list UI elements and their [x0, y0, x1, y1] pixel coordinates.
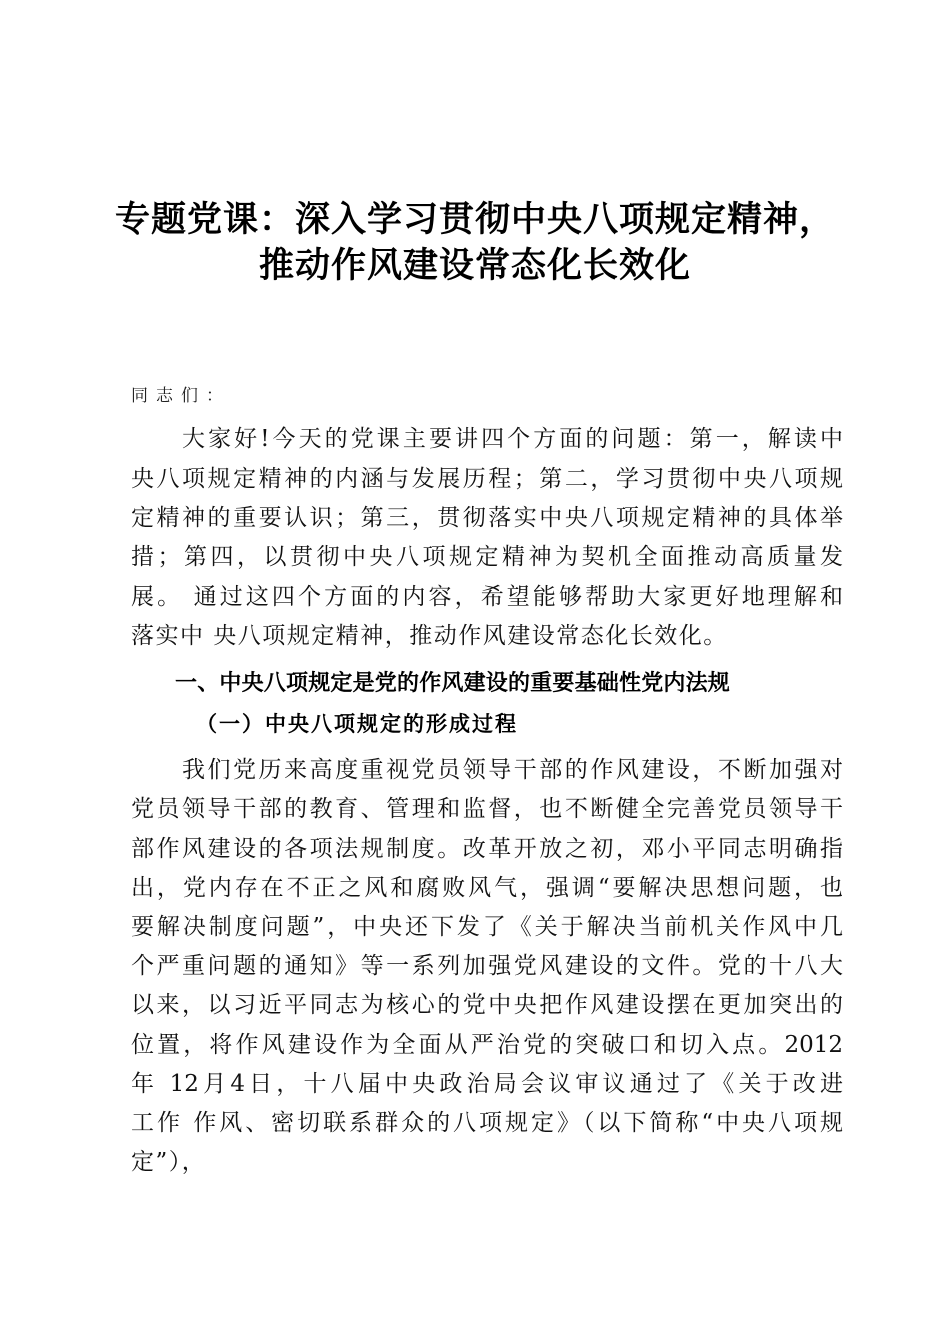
- body-line: 部作风建设的各项法规制度。改革开放之初，邓小平同志明确指: [131, 836, 843, 862]
- intro-line: 央八项规定精神的内涵与发展历程；第二，学习贯彻中央八项规: [131, 466, 843, 492]
- intro-line: 定精神的重要认识；第三，贯彻落实中央八项规定精神的具体举: [131, 505, 843, 531]
- body-line: 我们党历来高度重视党员领导干部的作风建设，不断加强对: [182, 757, 843, 783]
- body-line: 个严重问题的通知》等一系列加强党风建设的文件。党的十八大: [131, 953, 843, 979]
- section-heading-1: 一、中央八项规定是党的作风建设的重要基础性党内法规: [175, 671, 731, 696]
- body-line: 以来，以习近平同志为核心的党中央把作风建设摆在更加突出的: [131, 992, 843, 1018]
- intro-line: 展。 通过这四个方面的内容，希望能够帮助大家更好地理解和: [131, 584, 843, 610]
- body-line: 工作 作风、密切联系群众的八项规定》（以下简称“中央八项规: [131, 1110, 843, 1136]
- body-line: 党员领导干部的教育、管理和监督，也不断健全完善党员领导干: [131, 796, 843, 822]
- document-title-line-2: 推动作风建设常态化长效化: [258, 246, 691, 286]
- intro-line: 大家好!今天的党课主要讲四个方面的问题：第一，解读中: [182, 426, 843, 452]
- intro-line: 落实中 央八项规定精神，推动作风建设常态化长效化。: [131, 623, 728, 649]
- salutation: 同志们：: [131, 386, 231, 406]
- body-line: 定”），: [131, 1149, 207, 1175]
- body-line: 要解决制度问题”，中央还下发了《关于解决当前机关作风中几: [131, 914, 843, 940]
- intro-line: 措；第四，以贯彻中央八项规定精神为契机全面推动高质量发: [131, 544, 843, 570]
- body-line: 年 12月4日，十八届中央政治局会议审议通过了《关于改进: [131, 1071, 843, 1097]
- document-title-line-1: 专题党课：深入学习贯彻中央八项规定精神，: [114, 200, 835, 240]
- subsection-heading-1: （一）中央八项规定的形成过程: [196, 711, 518, 736]
- body-line: 位置，将作风建设作为全面从严治党的突破口和切入点。2012: [131, 1032, 843, 1058]
- body-line: 出，党内存在不正之风和腐败风气，强调“要解决思想问题，也: [131, 875, 843, 901]
